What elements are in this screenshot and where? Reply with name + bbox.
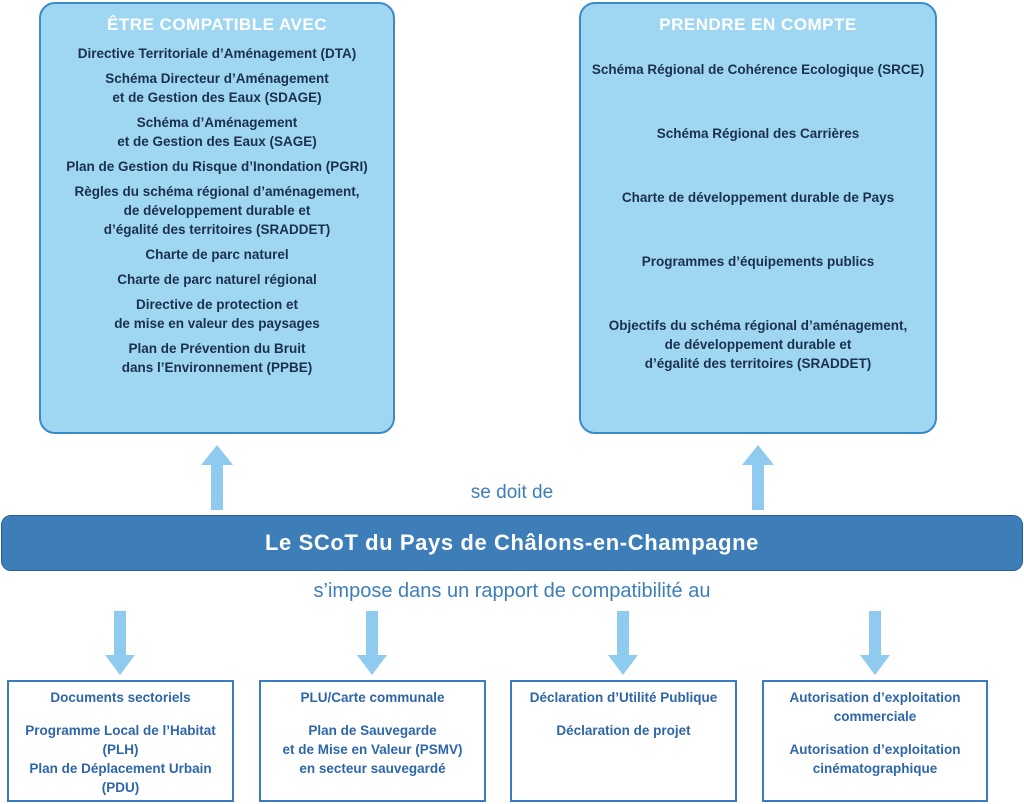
list-item: Directive Territoriale d’Aménagement (DTA) <box>77 46 357 61</box>
list-item: Schéma d’Aménagement et de Gestion des Eaux (SAGE) <box>117 115 317 149</box>
list-item: Schéma Directeur d’Aménagement et de Gestion des Eaux (SDAGE) <box>105 71 329 105</box>
list-item: Plan de Gestion du Risque d’Inondation (PGRI) <box>66 159 368 174</box>
list-item: Plan de Sauvegarde et de Mise en Valeur (PSMV) en secteur sauvegardé <box>282 723 463 776</box>
box-title: Déclaration d’Utilité Publique <box>529 690 718 705</box>
compatible-box-title: ÊTRE COMPATIBLE AVEC <box>107 15 327 34</box>
box-list <box>512 721 735 740</box>
box-title: Documents sectoriels <box>50 690 191 705</box>
connector-impose: s’impose dans un rapport de compatibilité au <box>313 580 711 602</box>
arrow-down-1-icon <box>105 611 135 675</box>
box-list <box>764 740 986 778</box>
documents-sectoriels-box <box>7 680 234 802</box>
list-item: Schéma Régional des Carrières <box>656 126 860 141</box>
list-item: Charte de parc naturel régional <box>117 272 317 287</box>
list-item: Schéma Régional de Cohérence Ecologique (SRCE) <box>591 62 925 77</box>
box-list <box>261 721 484 778</box>
compatible-list <box>41 36 393 377</box>
dup-box <box>510 680 737 802</box>
list-item: Plan de Déplacement Urbain (PDU) <box>29 761 212 795</box>
list-item: Déclaration de projet <box>556 723 691 738</box>
plu-box <box>259 680 486 802</box>
box-list <box>9 721 232 797</box>
list-item: Autorisation d’exploitation cinématographique <box>789 742 961 776</box>
list-item: Programme Local de l’Habitat (PLH) <box>25 723 216 757</box>
prendre-en-compte-title: PRENDRE EN COMPTE <box>659 15 857 34</box>
box-title: PLU/Carte communale <box>300 690 445 705</box>
list-item: Charte de parc naturel <box>145 247 289 262</box>
list-item: Programmes d’équipements publics <box>641 254 875 269</box>
arrow-down-4-icon <box>860 611 890 675</box>
list-item: Plan de Prévention du Bruit dans l’Environnement (PPBE) <box>121 341 313 375</box>
arrow-down-3-icon <box>608 611 638 675</box>
list-item: Règles du schéma régional d’aménagement, de développement durable et d’égalité des territoires (SRADDET) <box>74 184 360 237</box>
box-title: Autorisation d’exploitation commerciale <box>789 690 961 724</box>
prendre-en-compte-list <box>581 36 935 373</box>
arrow-down-2-icon <box>357 611 387 675</box>
prendre-en-compte-box <box>579 2 937 434</box>
list-item: Objectifs du schéma régional d’aménagement, de développement durable et d’égalité des territoires (SRADDET) <box>608 318 908 371</box>
compatible-box <box>39 2 395 434</box>
list-item: Directive de protection et de mise en valeur des paysages <box>114 297 320 331</box>
autorisation-box <box>762 680 988 802</box>
list-item: Charte de développement durable de Pays <box>621 190 895 205</box>
connector-se-doit-de: se doit de <box>470 482 554 503</box>
main-title-bar: Le SCoT du Pays de Châlons-en-Champagne <box>1 515 1023 571</box>
